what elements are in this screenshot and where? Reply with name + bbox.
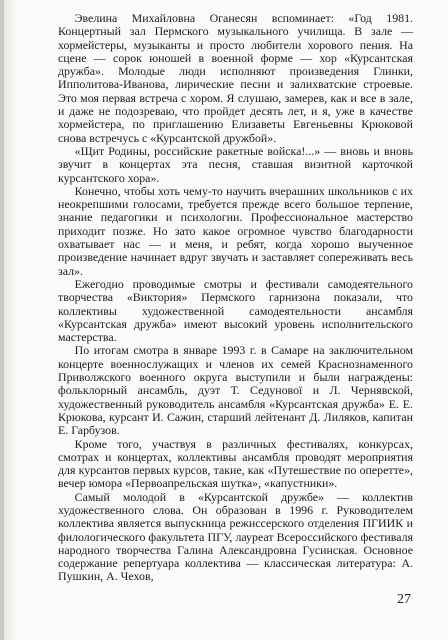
paragraph-5: По итогам смотра в январе 1993 г. в Самаре на заключительном концерте военнослужащих и членов их семей Краснознаменного Приволжского военного округа выступили и были награждены: фольклорный ансамбль, дуэт Т. Седунової и Л. Чернявской, художественный руководитель ансамбля «Курсантская дружба» Е. Е. Крюкова, курсант И. Сажин, старший лейтенант Д. Лиляков, капитан Е. Гарбузов. <box>58 343 413 438</box>
paragraph-4: Ежегодно проводимые смотры и фестивали самодеятельного творчества «Виктория» Пермского гарнизона показали, что коллективы художественной самодеятельности ансамбля «Курсантская дружба» имеют высокий уровень исполнительского мастерства. <box>58 276 413 345</box>
page-binding-fold <box>0 0 4 640</box>
paragraph-3: Конечно, чтобы хоть чему-то научить вчерашних школьников с их неокрепшими голосами, требуется прежде всего большое терпение, знание педагогики и психологии. Профессиональное мастерство приходит позже. Но зато какое огромное чувство благодарности охватывает нас — и меня, и ребят, когда хорошо выученное произведение начинает вдруг звучать и заставляет сопереживать весь зал». <box>58 183 413 278</box>
body-text <box>58 12 413 584</box>
paragraph-7: Самый молодой в «Курсантской дружбе» — коллектив художественного слова. Он образован в 1996 г. Руководителем коллектива является выпускница режиссерского отделения ПГИИК и филологического факультета ПГУ, лауреат Всероссийского фестиваля народного творчества Галина Александровна Гусинская. Основное содержание репертуара коллектива — классическая литература: А. Пушкин, А. Чехов, <box>58 489 413 584</box>
page-number: 27 <box>397 592 411 607</box>
paragraph-1: Эвелина Михайловна Оганесян вспоминает: «Год 1981. Концертный зал Пермского музыкального училища. В зале — хормейстеры, музыканты и просто любители хорового пения. На сцене — сорок юношей в военной форме — хор «Курсантская дружба». Молодые люди исполняют произведения Глинки, Ипполитова-Иванова, лирические песни и залихватские строевые. Это моя первая встреча с хором. Я слушаю, замерев, как и все в зале, и даже не подозреваю, что пройдет десять лет, и я, уже в качестве хормейстера, по приглашению Елизаветы Евгеньевны Крюковой снова встречусь с «Курсантской дружбой». <box>58 11 413 145</box>
paragraph-6: Кроме того, участвуя в различных фестивалях, конкурсах, смотрах и концертах, коллективы ансамбля проводят мероприятия для курсантов первых курсов, такие, как «Путешествие по оперетте», вечер юмора «Первоапрельская шутка», «капустники». <box>58 436 413 491</box>
paragraph-2: «Щит Родины, российские ракетные войска!...» — вновь и вновь звучит в концертах эта песня, ставшая визитной карточкой курсантского хора». <box>58 143 413 185</box>
